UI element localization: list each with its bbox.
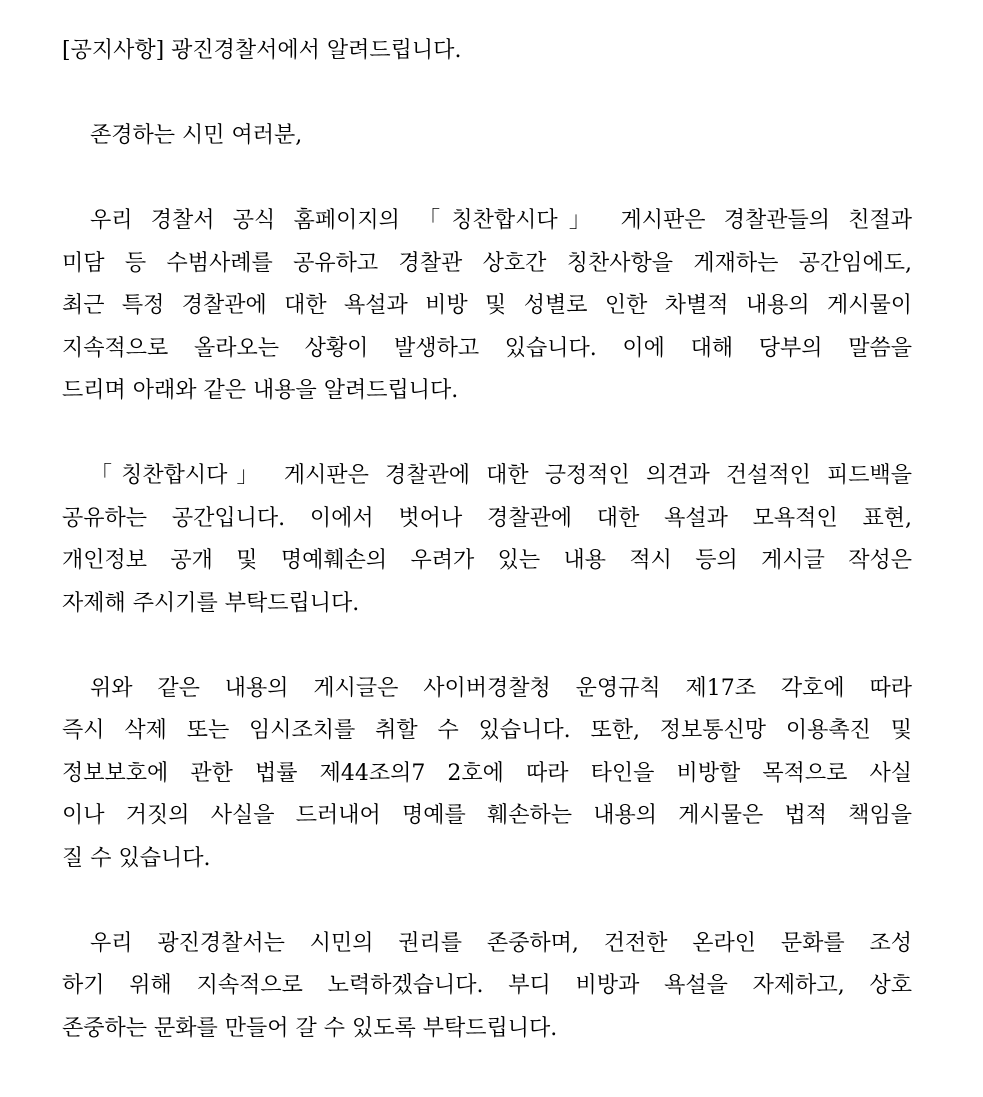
- paragraph-line: 지속적으로 올라오는 상황이 발생하고 있습니다. 이에 대해 당부의 말씀을: [62, 335, 912, 361]
- paragraph-1: [62, 200, 912, 413]
- notice-title: [공지사항] 광진경찰서에서 알려드립니다.: [62, 38, 462, 63]
- paragraph-line: 드리며 아래와 같은 내용을 알려드립니다.: [62, 378, 459, 403]
- paragraph-line: 하기 위해 지속적으로 노력하겠습니다. 부디 비방과 욕설을 자제하고, 상호: [62, 973, 912, 998]
- paragraph-line: 존중하는 문화를 만들어 갈 수 있도록 부탁드립니다.: [62, 1015, 558, 1041]
- greeting: 존경하는 시민 여러분,: [90, 123, 303, 148]
- paragraph-line: 개인정보 공개 및 명예훼손의 우려가 있는 내용 적시 등의 게시글 작성은: [62, 548, 912, 573]
- paragraph-line: 미담 등 수범사례를 공유하고 경찰관 상호간 칭찬사항을 게재하는 공간임에도,: [62, 250, 912, 276]
- paragraph-line: 정보보호에 관한 법률 제44조의7 2호에 따라 타인을 비방할 목적으로 사실: [62, 760, 912, 786]
- notice-document: [62, 30, 912, 1093]
- paragraph-line: 「칭찬합시다」 게시판은 경찰관에 대한 긍정적인 의견과 건설적인 피드백을: [90, 463, 912, 488]
- paragraph-line: 최근 특정 경찰관에 대한 욕설과 비방 및 성별로 인한 차별적 내용의 게시물이: [62, 293, 912, 318]
- paragraph-line: 우리 경찰서 공식 홈페이지의 「칭찬합시다」 게시판은 경찰관들의 친절과: [90, 208, 912, 233]
- paragraph-line: 질 수 있습니다.: [62, 845, 211, 871]
- paragraph-line: 위와 같은 내용의 게시글은 사이버경찰청 운영규칙 제17조 각호에 따라: [90, 675, 912, 701]
- paragraph-line: 이나 거짓의 사실을 드러내어 명예를 훼손하는 내용의 게시물은 법적 책임을: [62, 803, 912, 828]
- paragraph-line: 자제해 주시기를 부탁드립니다.: [62, 590, 360, 616]
- paragraph-line: 즉시 삭제 또는 임시조치를 취할 수 있습니다. 또한, 정보통신망 이용촉진 및: [62, 718, 912, 743]
- paragraph-2: [62, 455, 912, 625]
- paragraph-4: [62, 923, 912, 1051]
- paragraph-line: 우리 광진경찰서는 시민의 권리를 존중하며, 건전한 온라인 문화를 조성: [90, 930, 912, 956]
- paragraph-line: 공유하는 공간입니다. 이에서 벗어나 경찰관에 대한 욕설과 모욕적인 표현,: [62, 505, 912, 531]
- paragraph-3: [62, 668, 912, 881]
